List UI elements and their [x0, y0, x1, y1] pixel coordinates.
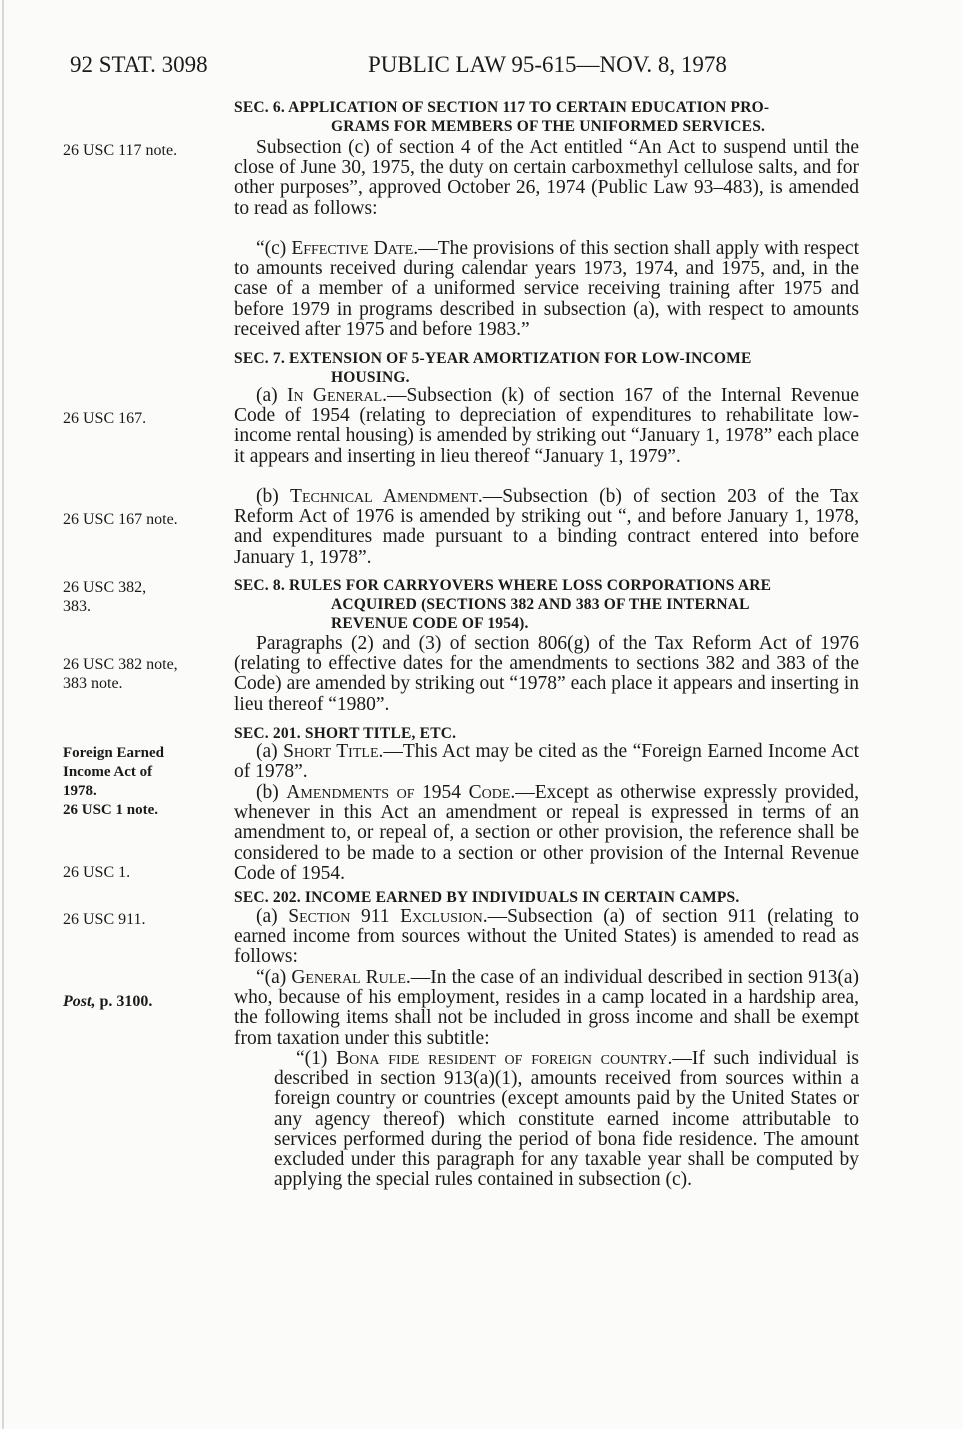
small-caps-heading: Effective Date. — [291, 238, 419, 259]
sec6-heading — [234, 98, 859, 136]
sec7-heading-line1: SEC. 7. EXTENSION OF 5-YEAR AMORTIZATION FOR LOW-INCOME — [234, 350, 752, 367]
small-caps-heading: Section — [288, 906, 351, 927]
small-caps-heading: General Rule. — [291, 967, 411, 988]
sec6-heading-line1: SEC. 6. APPLICATION OF SECTION 117 TO CERTAIN EDUCATION PRO- — [234, 99, 770, 116]
small-caps-heading: Code. — [468, 782, 516, 803]
margin-note: 26 USC 1. — [63, 864, 131, 881]
sec202-quoted-general-rule: “(a) General Rule.—In the case of an individual described in section 913(a) who, because of his employment, resides in a camp located in a hardship area, the following items shall not be included in gross income and shall be exempt from taxation under this subtitle: — [234, 967, 859, 1049]
sec202-quoted-paragraph-1: “(1) Bona fide resident of foreign country.—If such individual is described in section 913(a)(1), amounts received from sources within a foreign country or countries (except amounts paid by the United States or any agency thereof) which constitute earned income attributable to services performed during the period of bona fide residence. The amount excluded under this paragraph for any taxable year shall be computed by applying the special rules contained in subsection (c). — [274, 1048, 859, 1191]
small-caps-heading: In General. — [286, 385, 388, 406]
page-reference: 92 STAT. 3098 — [70, 52, 208, 77]
sec7-heading-line2: HOUSING. — [331, 369, 410, 386]
sec8-heading-line2: ACQUIRED (SECTIONS 382 AND 383 OF THE INTERNAL — [331, 596, 750, 613]
margin-note: 26 USC 382 note, 383 note. — [63, 656, 178, 692]
margin-note: 26 USC 382, 383. — [63, 579, 147, 615]
sec201-heading: SEC. 201. SHORT TITLE, ETC. — [234, 725, 457, 742]
sec8-heading-line1: SEC. 8. RULES FOR CARRYOVERS WHERE LOSS CORPORATIONS ARE — [234, 577, 772, 594]
sec8-heading-line3: REVENUE CODE OF 1954). — [331, 615, 529, 632]
small-caps-heading: Short Title. — [283, 741, 384, 762]
sec202-paragraph-a: (a) Section 911 Exclusion.—Subsection (a) of section 911 (relating to earned income from sources without the United States) is amended to read as follows: — [234, 906, 859, 968]
margin-note: 26 USC 117 note. — [63, 142, 178, 159]
sec202-heading: SEC. 202. INCOME EARNED BY INDIVIDUALS IN CERTAIN CAMPS. — [234, 889, 740, 906]
margin-note: 26 USC 911. — [63, 911, 146, 928]
sec7-heading — [234, 349, 859, 387]
sec8-heading — [234, 576, 859, 633]
small-caps-heading: Technical Amendment. — [290, 486, 483, 507]
sec6-heading-line2: GRAMS FOR MEMBERS OF THE UNIFORMED SERVICES. — [331, 118, 766, 135]
sec6-paragraph-1: Subsection (c) of section 4 of the Act entitled “An Act to suspend until the close of June 30, 1975, the duty on certain carboxmethyl cellulose salts, and for other purposes”, approved October 26, 1974 (Public Law 93–483), is amended to read as follows: — [234, 137, 859, 219]
page-header — [70, 52, 870, 86]
sec7-paragraph-b: (b) Technical Amendment.—Subsection (b) of section 203 of the Tax Reform Act of 1976 is amended by striking out “, and before January 1, 1978, and expenditures made pursuant to a binding contract entered into before January 1, 1978”. — [234, 486, 859, 568]
sec8-paragraph: Paragraphs (2) and (3) of section 806(g) of the Tax Reform Act of 1976 (relating to effective dates for the amendments to sections 382 and 383 of the Code) are amended by striking out “1978” each place it appears and inserting in lieu thereof “1980”. — [234, 633, 859, 715]
margin-note: Foreign Earned Income Act of 1978. 26 USC 1 note. — [63, 745, 164, 818]
margin-note: Post, p. 3100. — [63, 993, 153, 1010]
margin-note: 26 USC 167 note. — [63, 511, 178, 528]
sec7-paragraph-a: (a) In General.—Subsection (k) of section 167 of the Internal Revenue Code of 1954 (relating to depreciation of expenditures to rehabilitate low-income rental housing) is amended by striking out “January 1, 1978” each place it appears and inserting in lieu thereof “January 1, 1979”. — [234, 385, 859, 467]
sec201-paragraph-b: (b) Amendments of 1954 Code.—Except as otherwise expressly provided, whenever in this Act an amendment or repeal is expressed in terms of an amendment to, or repeal of, a section or other provision, the reference shall be considered to be made to a section or other provision of the Internal Revenue Code of 1954. — [234, 782, 859, 884]
sec201-paragraph-a: (a) Short Title.—This Act may be cited as the “Foreign Earned Income Act of 1978”. — [234, 741, 859, 783]
margin-note: 26 USC 167. — [63, 410, 147, 427]
small-caps-heading: Amendments of — [286, 782, 415, 803]
small-caps-heading: Exclusion. — [400, 906, 488, 927]
scan-edge — [2, 0, 4, 1429]
page-title: PUBLIC LAW 95-615—NOV. 8, 1978 — [368, 52, 727, 77]
sec6-paragraph-2: “(c) Effective Date.—The provisions of this section shall apply with respect to amounts received during calendar years 1973, 1974, and 1975, and, in the case of a member of a uniformed service receiving training after 1975 and before 1979 in programs described in subsection (a), with respect to amounts received after 1975 and before 1983.” — [234, 238, 859, 340]
small-caps-heading: Bona fide resident of foreign country. — [336, 1048, 673, 1069]
